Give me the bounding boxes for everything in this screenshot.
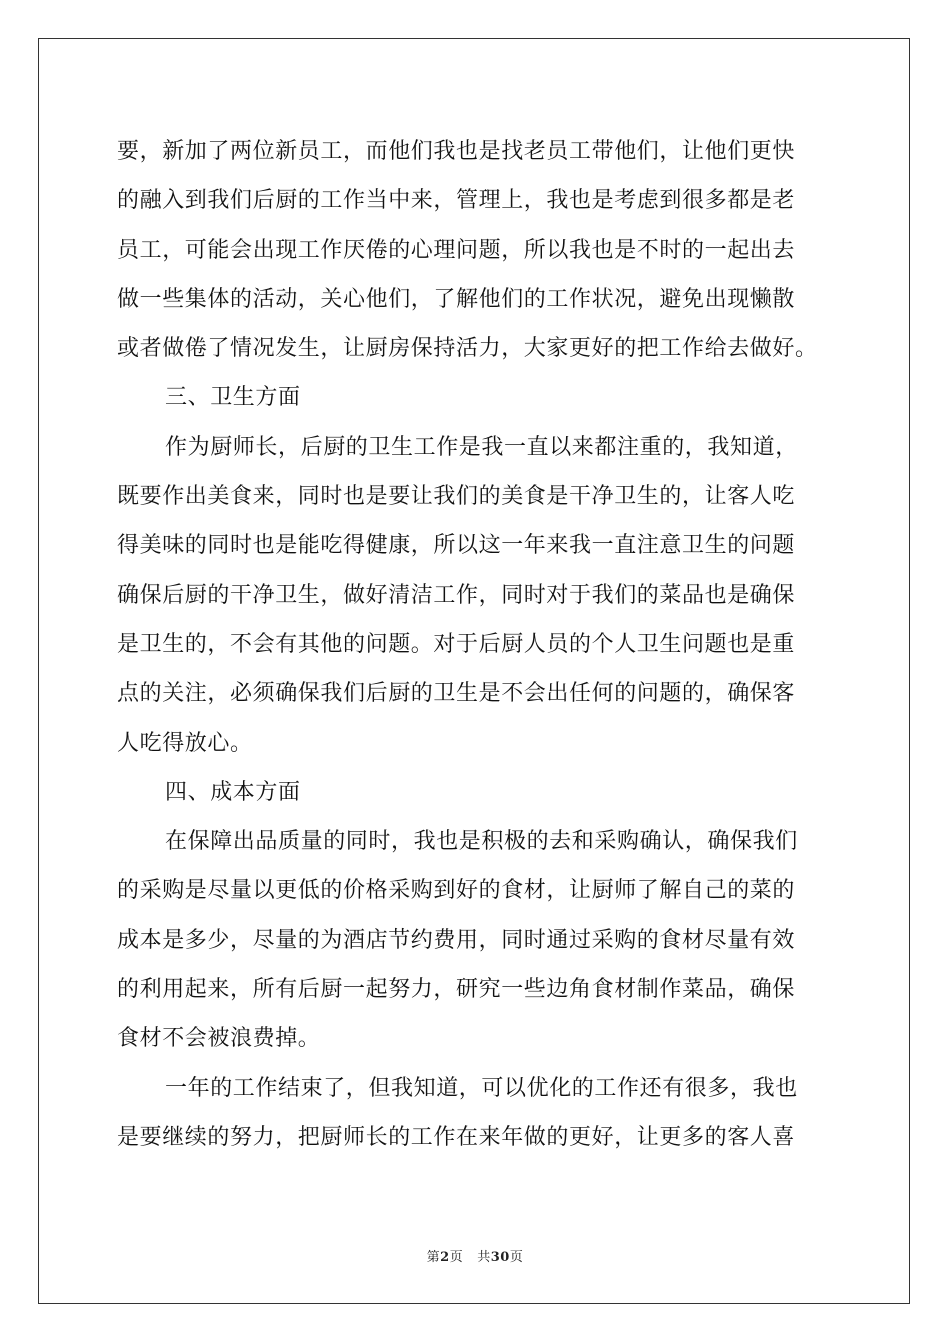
document-body [117,127,847,1162]
text-line: 的融入到我们后厨的工作当中来，管理上，我也是考虑到很多都是老 [117,188,796,214]
total-prefix: 共 [477,1250,491,1265]
text-line: 的采购是尽量以更低的价格采购到好的食材，让厨师了解自己的菜的 [117,878,796,904]
page-footer [0,1246,950,1265]
text-line: 确保后厨的干净卫生，做好清洁工作，同时对于我们的菜品也是确保 [117,582,796,608]
text-line: 的利用起来，所有后厨一起努力，研究一些边角食材制作菜品，确保 [117,977,796,1003]
text-line: 是要继续的努力，把厨师长的工作在来年做的更好，让更多的客人喜 [117,1124,796,1150]
text-line: 人吃得放心。 [117,730,253,756]
page-number: 2 [440,1250,450,1265]
text-line: 是卫生的，不会有其他的问题。对于后厨人员的个人卫生问题也是重 [117,631,796,657]
text-line: 点的关注，必须确保我们后厨的卫生是不会出任何的问题的，确保客 [117,681,796,707]
total-suffix: 页 [509,1250,524,1265]
text-line: 要，新加了两位新员工，而他们我也是找老员工带他们，让他们更快 [117,139,796,164]
text-line: 在保障出品质量的同时，我也是积极的去和采购确认，确保我们 [165,829,798,855]
text-line: 成本是多少，尽量的为酒店节约费用，同时通过采购的食材尽量有效 [117,927,796,953]
text-line: 三、卫生方面 [165,385,301,411]
text-line: 作为厨师长，后厨的卫生工作是我一直以来都注重的，我知道， [165,434,798,460]
text-line: 做一些集体的活动，关心他们，了解他们的工作状况，避免出现懒散 [117,286,796,312]
page-prefix: 第 [426,1250,441,1265]
text-line: 四、成本方面 [165,779,301,805]
text-line: 食材不会被浪费掉。 [117,1026,321,1052]
text-line: 既要作出美食来，同时也是要让我们的美食是干净卫生的，让客人吃 [117,484,796,510]
text-line: 得美味的同时也是能吃得健康，所以这一年来我一直注意卫生的问题 [117,533,796,559]
text-line: 员工，可能会出现工作厌倦的心理问题，所以我也是不时的一起出去 [117,237,796,263]
text-line: 或者做倦了情况发生，让厨房保持活力，大家更好的把工作给去做好。 [117,336,818,362]
text-line: 一年的工作结束了，但我知道，可以优化的工作还有很多，我也 [165,1075,798,1101]
total-pages: 30 [490,1250,510,1265]
page-suffix: 页 [449,1250,464,1265]
